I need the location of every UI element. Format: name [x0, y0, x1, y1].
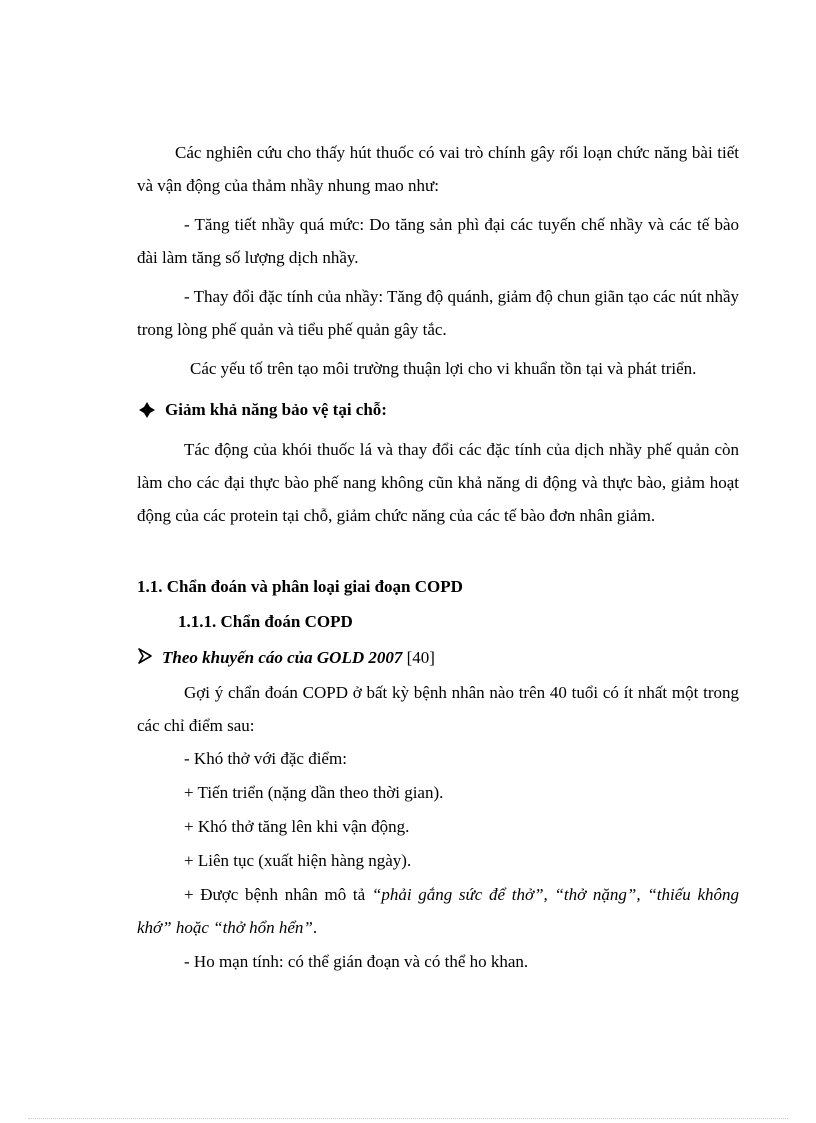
paragraph-macrophage: Tác động của khói thuốc lá và thay đổi các đặc tính của dịch nhầy phế quản còn làm cho các đại thực bào phế nang không cũn khả năng di động và thực bào, giảm hoạt động của các protein tại chỗ, giảm chức năng của các tế bào đơn nhân giảm. [137, 440, 739, 525]
patient-description-quote: “phải gắng sức để thở”, “thở nặng”, “thiếu không khớ” hoặc “thở hổn hển” [137, 885, 739, 937]
paragraph-copd-suggestion: Gợi ý chẩn đoán COPD ở bất kỳ bệnh nhân nào trên 40 tuổi có ít nhất một trong các chỉ điểm sau: [137, 683, 739, 735]
section-heading-1-1: 1.1. Chẩn đoán và phân loại giai đoạn COPD [137, 577, 463, 596]
paragraph-bacteria-conditions: Các yếu tố trên tạo môi trường thuận lợi cho vi khuẩn tồn tại và phát triển. [190, 359, 697, 378]
list-item-patient-description [137, 878, 739, 944]
gold-reference: [40] [406, 648, 435, 667]
list-item-exertion: + Khó thở tăng lên khi vận động. [184, 817, 410, 836]
heading-local-defense: Giảm khả năng bảo vệ tại chỗ: [165, 400, 387, 419]
paragraph-mucus-hypersecretion: - Tăng tiết nhầy quá mức: Do tăng sản phì đại các tuyến chế nhầy và các tế bào đài làm tăng số lượng dịch nhầy. [137, 215, 739, 267]
section-heading-1-1-1: 1.1.1. Chẩn đoán COPD [178, 612, 353, 631]
list-item-dyspnea: - Khó thở với đặc điểm: [184, 749, 347, 768]
patient-description-end: . [312, 918, 318, 937]
arrow-bullet-icon [137, 646, 153, 666]
paragraph-mucus-properties: - Thay đổi đặc tính của nhầy: Tăng độ quánh, giảm độ chun giãn tạo các nút nhầy trong lòng phế quản và tiểu phế quản gây tắc. [137, 287, 739, 339]
diamond-bullet-icon [137, 400, 157, 420]
paragraph-smoking-effects: Các nghiên cứu cho thấy hút thuốc có vai trò chính gây rối loạn chức năng bài tiết và vận động của thảm nhầy nhung mao như: [137, 143, 739, 195]
list-item-continuous: + Liên tục (xuất hiện hàng ngày). [184, 851, 412, 870]
patient-description-start: + Được bệnh nhân mô tả [184, 885, 372, 904]
gold-heading-text: Theo khuyến cáo của GOLD 2007 [162, 648, 403, 667]
gold-heading [162, 646, 435, 670]
page-bottom-rule [28, 1118, 788, 1119]
list-item-progressive: + Tiến triển (nặng dần theo thời gian). [184, 783, 444, 802]
list-item-chronic-cough: - Ho mạn tính: có thể gián đoạn và có thể ho khan. [184, 952, 529, 971]
